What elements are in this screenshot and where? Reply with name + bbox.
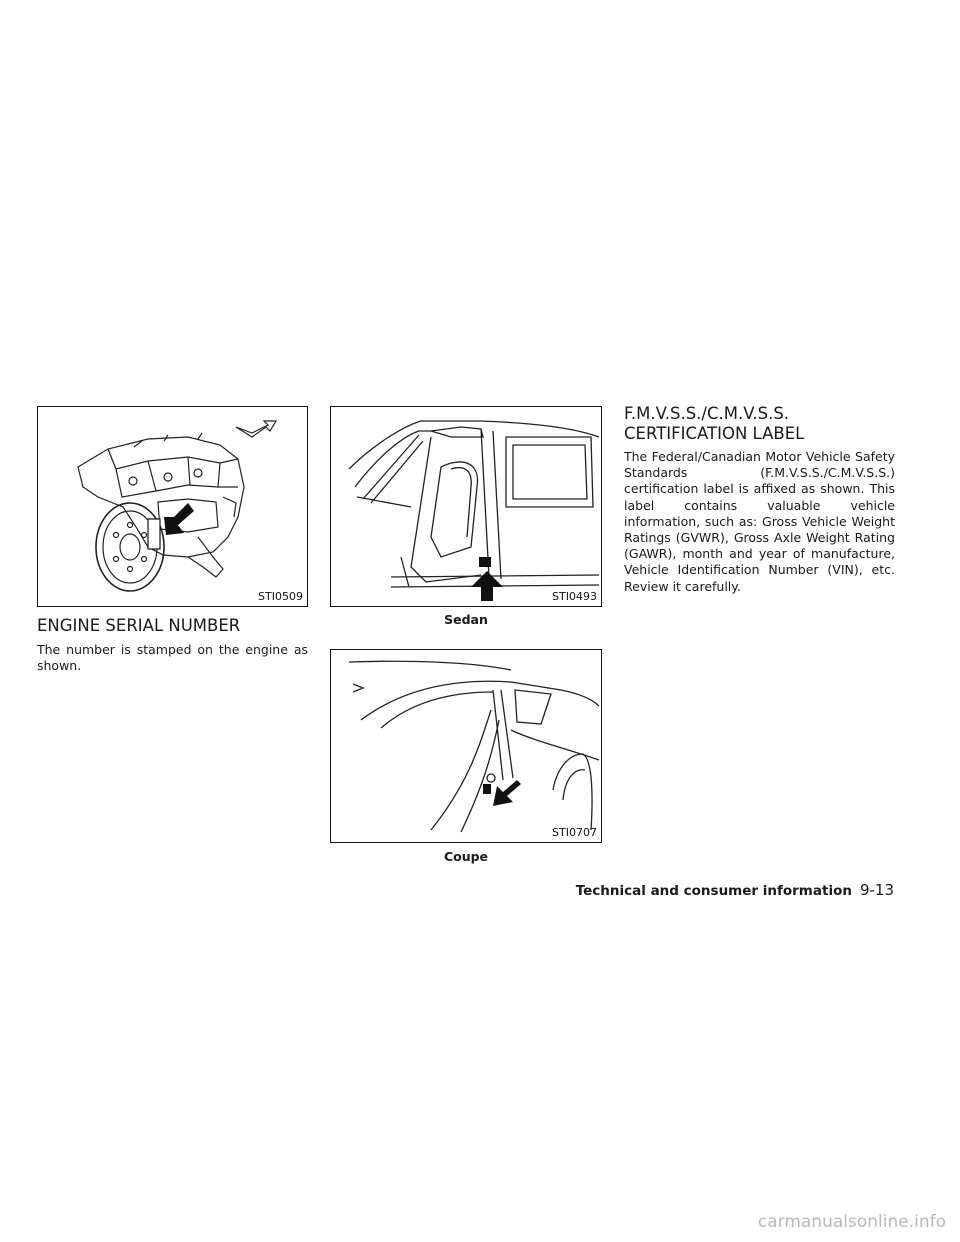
figure-code: STI0509 (258, 590, 303, 603)
cert-label-area (479, 557, 491, 567)
certification-body-text: The Federal/Canadian Motor Vehicle Safety Standards (F.M.V.S.S./C.M.V.S.S.) certification label is affixed as shown. This label contains valuable vehicle information, such as: Gross Vehicle Weight Ratings (GVWR), Gross Axle Weight Rating (GAWR), month and year of manufacture, Vehicle Identification Number (VIN), etc. Review it carefully. (624, 449, 895, 594)
sedan-figure (330, 406, 602, 607)
footer-section-title: Technical and consumer information (575, 883, 852, 899)
figure-code: STI0707 (552, 826, 597, 839)
serial-number-area (148, 519, 160, 549)
sedan-illustration (331, 407, 600, 605)
coupe-illustration (331, 650, 600, 841)
figure-code: STI0493 (552, 590, 597, 603)
pointer-arrow (164, 503, 194, 535)
engine-heading: ENGINE SERIAL NUMBER (37, 616, 241, 635)
pointer-arrow (493, 780, 521, 806)
certification-heading: F.M.V.S.S./C.M.V.S.S. CERTIFICATION LABEL (624, 404, 805, 443)
engine-figure (37, 406, 308, 607)
engine-illustration (38, 407, 306, 605)
coupe-figure (330, 649, 602, 843)
engine-body-text: The number is stamped on the engine as shown. (37, 642, 308, 674)
page-number: 9-13 (859, 881, 894, 899)
front-direction-arrow (236, 421, 276, 437)
watermark: carmanualsonline.info (757, 1212, 946, 1232)
page-footer (576, 881, 894, 899)
sedan-caption: Sedan (444, 612, 488, 627)
coupe-caption: Coupe (443, 849, 489, 864)
cert-label-area (483, 784, 491, 794)
